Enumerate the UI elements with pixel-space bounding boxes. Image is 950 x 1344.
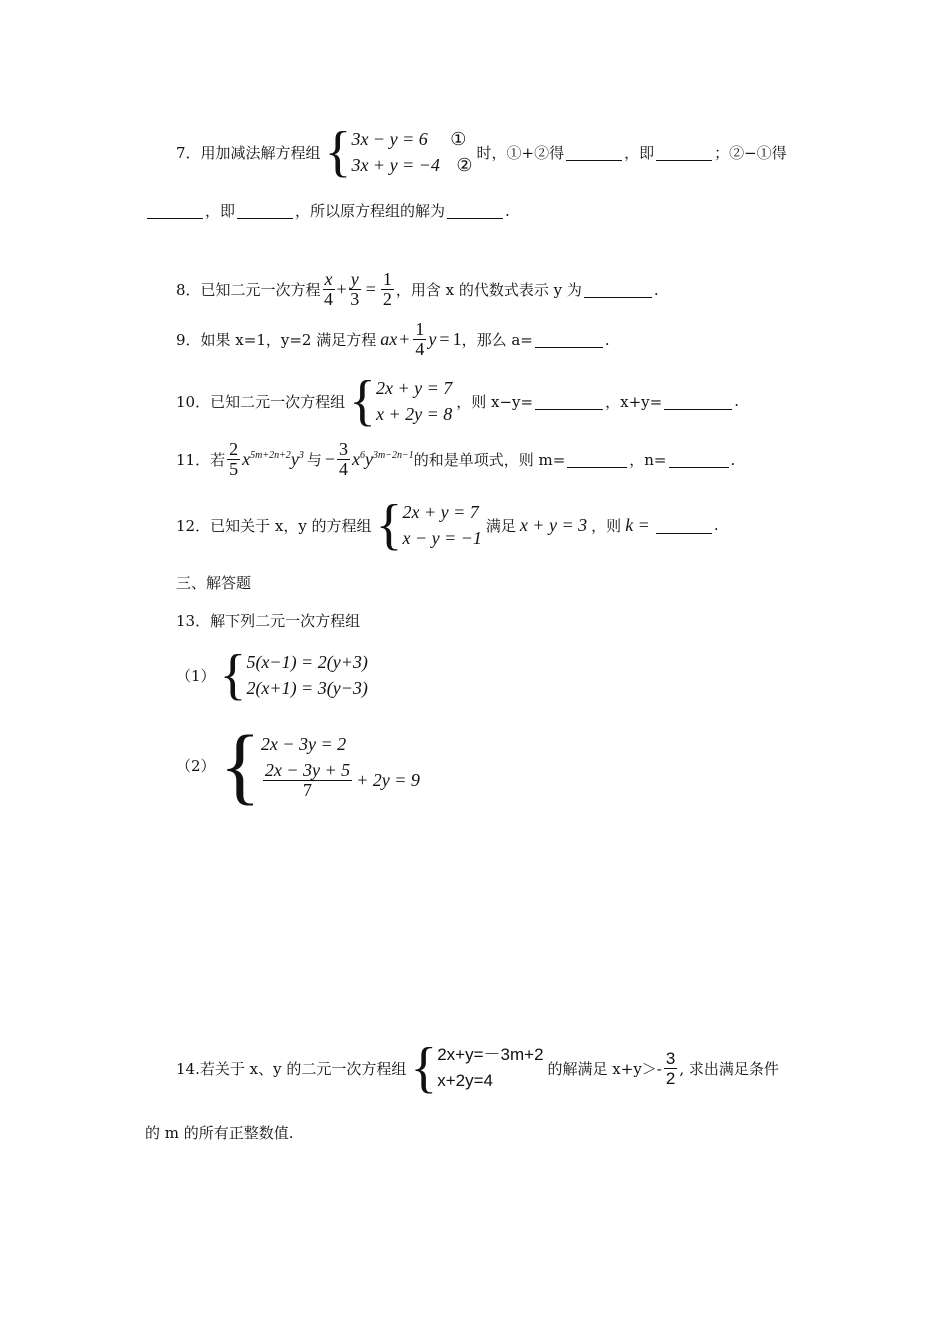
q8-text2: ，用含 x 的代数式表示 y 为 — [395, 281, 582, 299]
q14-frac-num: 3 — [665, 1048, 676, 1068]
q10-blank-2[interactable] — [664, 393, 732, 410]
q7-blank-4[interactable] — [237, 202, 293, 219]
q12-prefix: 12．已知关于 x，y 的方程组 — [176, 516, 372, 535]
q13-p1-eq1: 5(x−1) = 2(y+3) — [246, 652, 368, 672]
q13-part2 — [176, 717, 424, 813]
q7-end: . — [505, 201, 510, 220]
q12-condition: x + y = 3 — [519, 514, 588, 535]
q7-line1 — [176, 121, 787, 183]
q14-line2: 的 m 的所有正整数值. — [145, 1124, 294, 1142]
q9-line — [176, 320, 610, 359]
q11-line — [176, 440, 735, 479]
left-brace-icon: { — [349, 370, 376, 432]
q11-blank-1[interactable] — [567, 451, 627, 468]
q11-text4: ，n= — [629, 451, 667, 469]
q14-frac-den: 2 — [665, 1068, 676, 1088]
q12-line — [176, 494, 719, 556]
q10-prefix: 10．已知二元一次方程组 — [176, 392, 346, 411]
section-3-heading: 三、解答题 — [176, 574, 252, 592]
q7-eq2-row — [351, 152, 472, 178]
q7-line2 — [145, 200, 510, 221]
q7-equation-system — [324, 121, 473, 183]
q13-p1-label: （1） — [176, 666, 216, 685]
q7-eq1: 3x − y = 6 — [351, 129, 428, 149]
q10-text2: ，则 x−y= — [456, 392, 534, 411]
q8-equation: $\frac{x}{4}$ + $\frac{y}{3}$ = $\frac{1}{2}$ — [324, 269, 392, 309]
q9-prefix: 9．如果 x=1，y=2 满足方程 — [176, 331, 377, 349]
q14-text2: 的解满足 x+y＞- — [547, 1059, 662, 1078]
q13-title: 13．解下列二元一次方程组 — [176, 612, 361, 630]
q14-eq1: 2x+y=－3m+2 — [437, 1045, 544, 1064]
q7-prefix: 7．用加减法解方程组 — [176, 143, 321, 162]
left-brace-icon: { — [375, 494, 403, 556]
left-brace-icon: { — [219, 644, 247, 706]
q7-text6: ，所以原方程组的解为 — [295, 202, 446, 220]
q9-equation: ax + $\frac{1}{4}$ y = 1 — [380, 319, 462, 359]
q12-k: k = — [625, 514, 650, 535]
left-brace-icon: { — [324, 121, 352, 183]
q11-text3: 的和是单项式，则 m= — [413, 451, 566, 469]
left-brace-icon: { — [219, 717, 261, 813]
left-brace-icon: { — [410, 1037, 438, 1099]
q12-end: . — [713, 516, 719, 534]
q7-blank-3[interactable] — [147, 202, 203, 219]
q9-text2: ，那么 a= — [461, 331, 533, 349]
q7-text2: 时，①+②得 — [476, 143, 565, 162]
q7-blank-1[interactable] — [566, 144, 622, 161]
q12-blank[interactable] — [656, 517, 712, 534]
q13-p2-tail: + 2y = 9 — [356, 769, 420, 790]
q12-text2: 满足 — [485, 516, 516, 535]
q10-eq1: 2x + y = 7 — [375, 378, 453, 398]
q13-p1-system — [219, 644, 368, 706]
q10-text3: ，x+y= — [605, 392, 663, 411]
q7-blank-2[interactable] — [656, 144, 712, 161]
q13-p2-eq2 — [261, 761, 420, 800]
q13-part1 — [176, 644, 372, 706]
q9-end: . — [604, 330, 610, 349]
q7-mark1: ① — [450, 129, 467, 149]
q11-term1: $\frac{2}{5}$ $x^{5m+2n+2}y^3$ — [229, 439, 304, 479]
q14-line1 — [176, 1037, 779, 1099]
q9-blank[interactable] — [535, 331, 603, 348]
q7-eq1-row — [351, 126, 472, 152]
q8-blank[interactable] — [584, 281, 652, 298]
q13-p2-denominator: 7 — [302, 779, 312, 800]
q14-text3: , 求出满足条件 — [679, 1059, 779, 1078]
q13-p2-numerator: 2x − 3y + 5 — [264, 759, 351, 780]
q11-term2: − $\frac{3}{4}$ $x^6y^{3m-2n-1}$ — [324, 439, 414, 479]
q10-line — [176, 370, 739, 432]
q8-end: . — [653, 280, 659, 299]
q10-eq2: x + 2y = 8 — [375, 404, 453, 424]
q12-eq1: 2x + y = 7 — [402, 502, 479, 522]
q13-p2-system — [219, 717, 420, 813]
q11-text2: 与 — [306, 451, 322, 469]
q10-equation-system — [349, 370, 453, 432]
q7-text3: ，即 — [624, 143, 655, 162]
q12-text3: ，则 — [591, 516, 622, 535]
q7-mark2: ② — [456, 155, 473, 175]
q10-blank-1[interactable] — [535, 393, 603, 410]
q12-eq2: x − y = −1 — [402, 528, 482, 548]
q7-text4: ；②−①得 — [714, 143, 787, 162]
q13-p2-eq1: 2x − 3y = 2 — [260, 733, 347, 754]
q13-p1-eq2: 2(x+1) = 3(y−3) — [246, 678, 368, 698]
q14-prefix: 14.若关于 x、y 的二元一次方程组 — [176, 1059, 407, 1078]
q10-end: . — [734, 392, 739, 410]
q7-eq2: 3x + y = −4 — [351, 155, 440, 175]
q13-p2-label: （2） — [176, 756, 216, 775]
q14-equation-system — [410, 1037, 544, 1099]
q8-prefix: 8．已知二元一次方程 — [176, 281, 321, 299]
q7-blank-5[interactable] — [447, 202, 503, 219]
q14-fraction — [664, 1049, 677, 1088]
q8-line — [176, 270, 659, 309]
q11-end: . — [730, 450, 736, 469]
q11-blank-2[interactable] — [669, 451, 729, 468]
q14-eq2: x+2y=4 — [437, 1071, 493, 1090]
q11-prefix: 11．若 — [176, 451, 226, 469]
q12-equation-system — [375, 494, 482, 556]
q7-text5: ，即 — [205, 202, 236, 220]
